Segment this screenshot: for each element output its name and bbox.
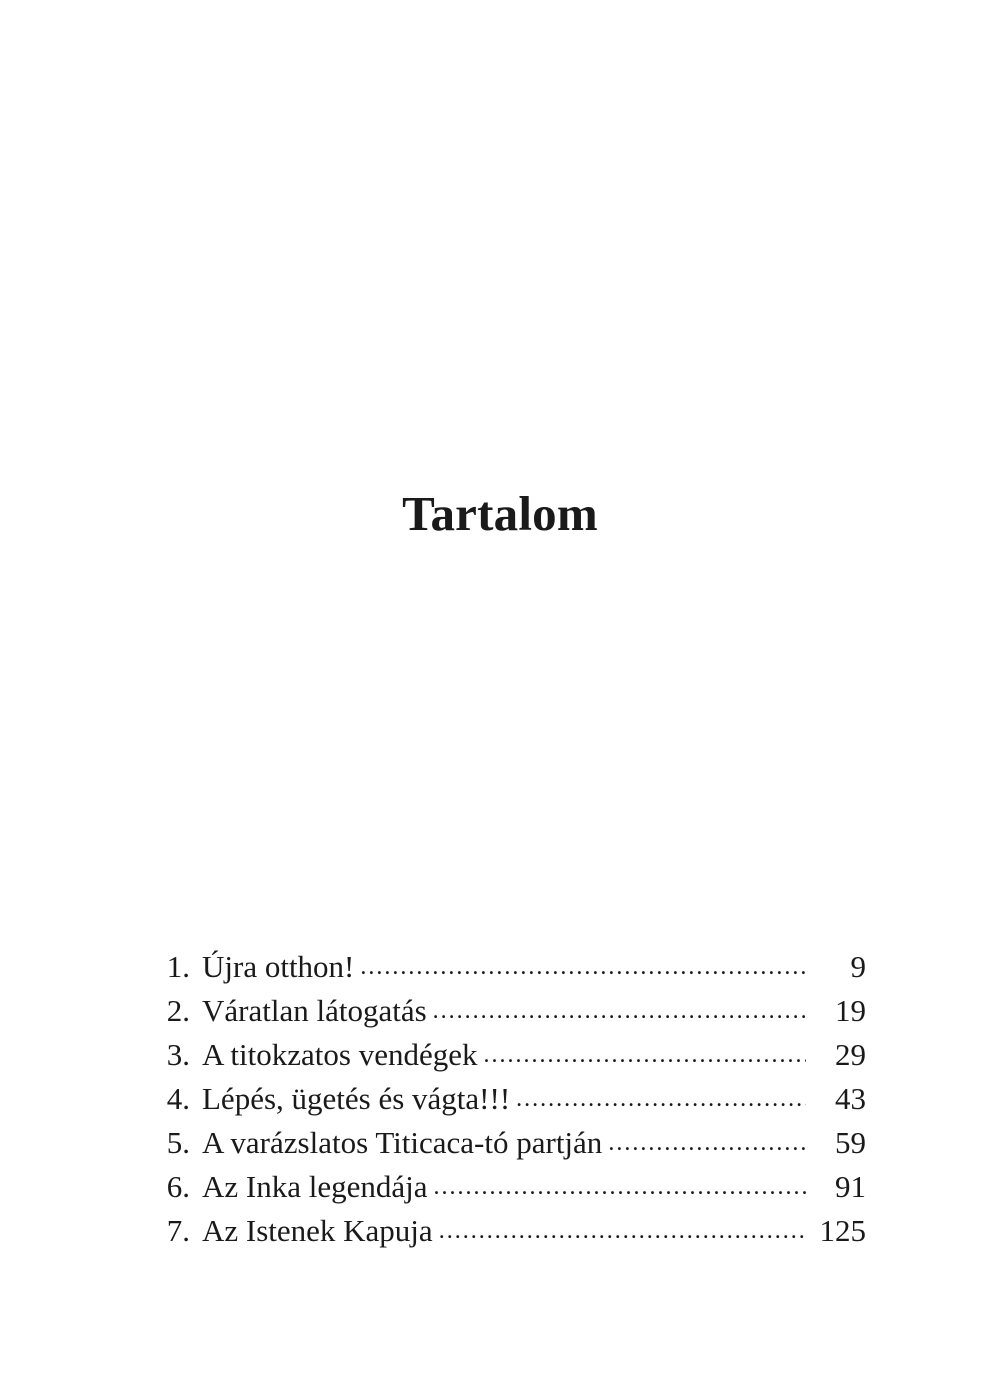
page-number: 29 bbox=[835, 1037, 866, 1072]
chapter-number: 5. bbox=[166, 1125, 190, 1160]
chapter-number: 1. bbox=[166, 949, 190, 984]
dot-leader bbox=[516, 1077, 806, 1121]
dot-leader bbox=[608, 1121, 806, 1165]
chapter-number: 4. bbox=[166, 1081, 190, 1116]
toc-entry-1 bbox=[140, 945, 866, 989]
page-title: Tartalom bbox=[402, 486, 598, 541]
page-number: 59 bbox=[835, 1125, 866, 1160]
chapter-number: 6. bbox=[166, 1169, 190, 1204]
chapter-title: Újra otthon! bbox=[202, 949, 355, 984]
toc-entry-4 bbox=[140, 1077, 866, 1121]
dot-leader bbox=[433, 989, 806, 1033]
chapter-number: 3. bbox=[166, 1037, 190, 1072]
table-of-contents bbox=[140, 945, 866, 1253]
dot-leader bbox=[434, 1165, 807, 1209]
page-number: 9 bbox=[850, 949, 866, 984]
chapter-title: A titokzatos vendégek bbox=[202, 1037, 478, 1072]
toc-entry-7 bbox=[140, 1209, 866, 1253]
page-number: 91 bbox=[835, 1169, 866, 1204]
dot-leader bbox=[439, 1209, 806, 1253]
toc-entry-5 bbox=[140, 1121, 866, 1165]
chapter-title: Az Inka legendája bbox=[202, 1169, 428, 1204]
page-number: 125 bbox=[819, 1213, 866, 1248]
chapter-title: Lépés, ügetés és vágta!!! bbox=[202, 1081, 511, 1116]
dot-leader bbox=[484, 1033, 807, 1077]
page-number: 43 bbox=[835, 1081, 866, 1116]
toc-entry-2 bbox=[140, 989, 866, 1033]
chapter-title: A varázslatos Titicaca-tó partján bbox=[202, 1125, 603, 1160]
chapter-title: Az Istenek Kapuja bbox=[202, 1213, 433, 1248]
chapter-title: Váratlan látogatás bbox=[202, 993, 427, 1028]
page-number: 19 bbox=[835, 993, 866, 1028]
chapter-number: 7. bbox=[166, 1213, 190, 1248]
dot-leader bbox=[360, 945, 806, 989]
toc-entry-6 bbox=[140, 1165, 866, 1209]
toc-entry-3 bbox=[140, 1033, 866, 1077]
chapter-number: 2. bbox=[166, 993, 190, 1028]
